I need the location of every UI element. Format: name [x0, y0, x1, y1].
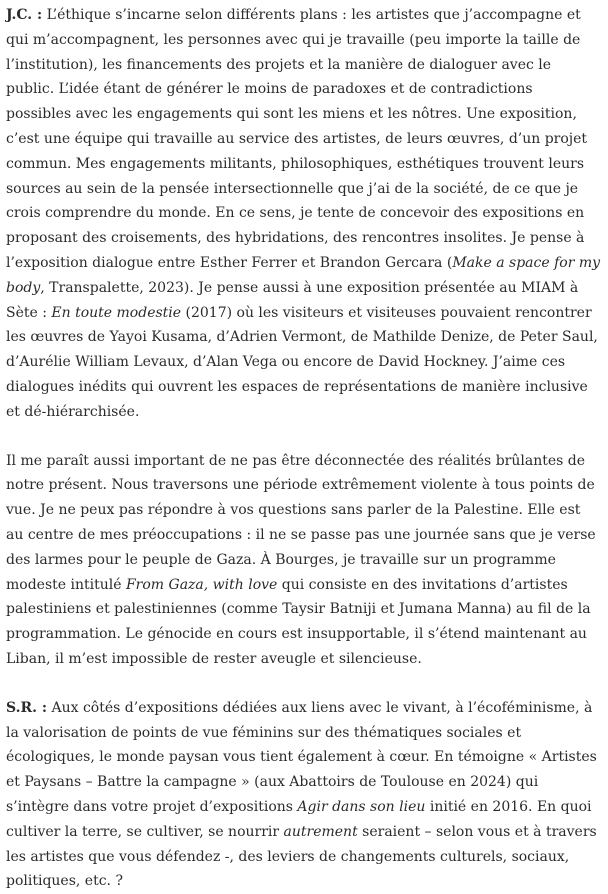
- text-segment: L’éthique s’incarne selon différents plans : les artistes que j’accompagne et qui m’accompagnent, les personnes avec qui je travaille (peu importe la taille de l’institution), les financements des projets et la manière de dialoguer avec le public. L’idée étant de générer le moins de paradoxes et de contradictions possibles avec les engagements qui sont les miens et les nôtres. Une exposition, c’est une équipe qui travaille au service des artistes, de leurs œuvres, d’un projet commun. Mes engagements militants, philosophiques, esthétiques trouvent leurs sources au sein de la pensée intersectionnelle que j’ai de la société, de ce que je crois comprendre du monde. En ce sens, je tente de concevoir des expositions en proposant des croisements, des hybridations, des rencontres insolites. Je pense à l’exposition dialogue entre Esther Ferrer et Brandon Gercara (: [6, 7, 588, 271]
- text-segment: seraient – selon vous et à travers les artistes que vous défendez -, des leviers de changements culturels, sociaux, politiques, etc. ?: [6, 823, 597, 890]
- artwork-title: Make a space for my body: [6, 254, 601, 296]
- paragraph-palestine: [6, 449, 602, 672]
- text-segment: initié en 2016. En quoi cultiver la terre, se cultiver, se nourrir: [6, 798, 592, 840]
- speaker-label: J.C. :: [6, 7, 43, 23]
- text-segment: Il me paraît aussi important de ne pas être déconnectée des réalités brûlantes de notre présent. Nous traversons une période extrêmement violente à tous points de vue. Je ne peux pas répondre à vos questions sans parler de la Palestine. Elle est au centre de mes préoccupations : il ne se passe pas une journée sans que je verse des larmes pour le peuple de Gaza. À Bourges, je travaille sur un programme modeste intitulé: [6, 452, 596, 593]
- text-segment: Aux côtés d’expositions dédiées aux liens avec le vivant, à l’écoféminisme, à la valorisation de points de vue féminins sur des thématiques sociales et écologiques, le monde paysan vous tient également à cœur. En témoigne « Artistes et Paysans – Battre la campagne » (aux Abattoirs de Toulouse en 2024) qui s’intègre dans votre projet d’expositions: [6, 699, 597, 815]
- text-segment: qui consiste en des invitations d’artistes palestiniens et palestiniennes (comme Taysir Batniji et Jumana Manna) au fil de la programmation. Le génocide en cours est insupportable, il s’étend maintenant au Liban, il m’est impossible de rester aveugle et silencieuse.: [6, 576, 591, 667]
- project-title: Agir dans son lieu: [297, 798, 426, 815]
- exhibition-title: En toute modestie: [51, 304, 182, 321]
- speaker-label: S.R. :: [6, 699, 48, 716]
- emphasis-word: autrement: [283, 823, 358, 840]
- paragraph-jc-ethics: [6, 3, 602, 425]
- paragraph-sr-question: [6, 696, 602, 894]
- program-title: From Gaza, with love: [125, 576, 278, 593]
- text-segment: , Transpalette, 2023). Je pense aussi à une exposition présentée au MIAM à Sète :: [6, 279, 579, 321]
- interview-article: [0, 3, 608, 894]
- text-segment: (2017) où les visiteurs et visiteuses pouvaient rencontrer les œuvres de Yayoi Kusama, d’Adrien Vermont, de Mathilde Denize, de Peter Saul, d’Aurélie William Levaux, d’Alan Vega ou encore de David Hockney. J’aime ces dialogues inédits qui ouvrent les espaces de représentations de manière inclusive et dé-hiérarchisée.: [6, 304, 598, 420]
